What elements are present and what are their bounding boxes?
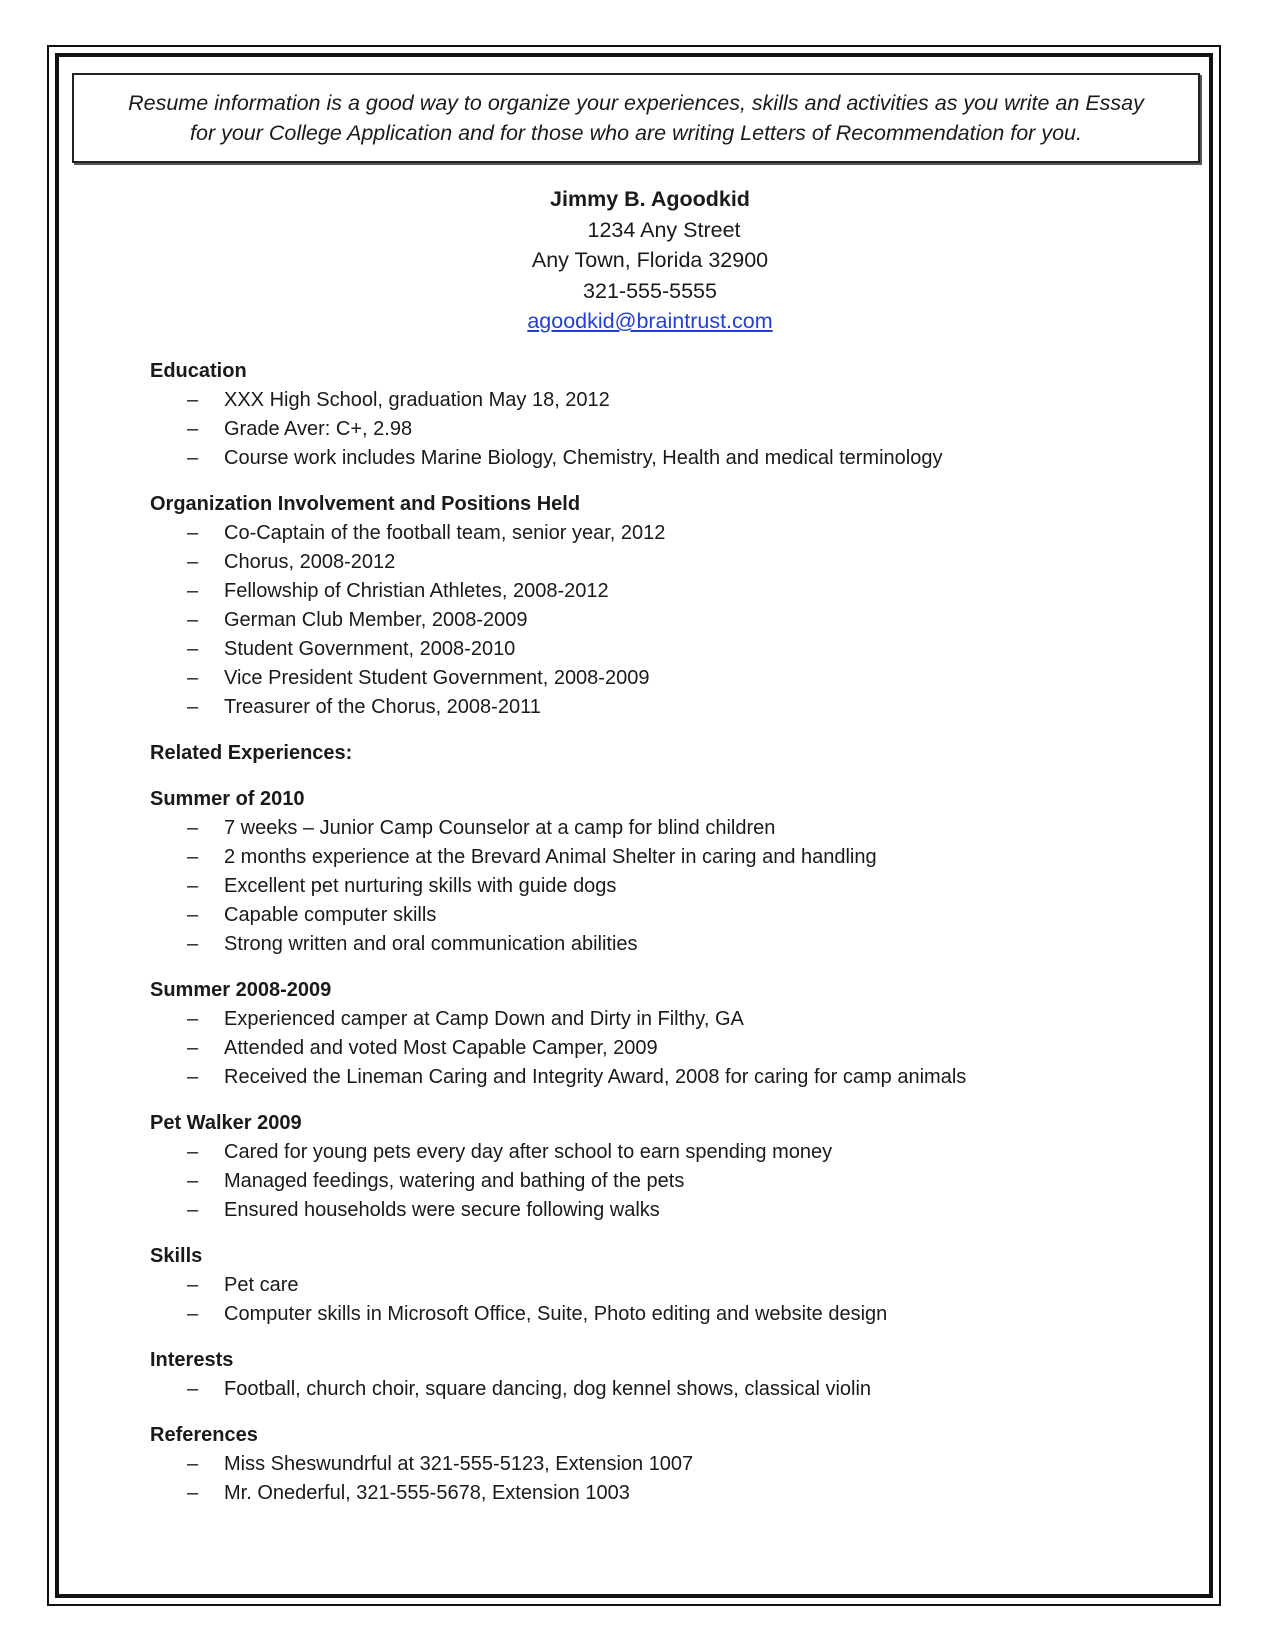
dash-bullet-icon: – <box>187 1170 199 1192</box>
dash-bullet-icon: – <box>187 609 199 631</box>
bullet-list <box>150 1138 1190 1225</box>
section-title: Organization Involvement and Positions Held <box>150 493 581 515</box>
dash-bullet-icon: – <box>187 1199 199 1221</box>
dash-bullet-icon: – <box>187 933 199 955</box>
list-item-text: Attended and voted Most Capable Camper, 2009 <box>224 1037 658 1059</box>
list-item <box>150 1450 1190 1479</box>
list-item-text: German Club Member, 2008-2009 <box>224 609 528 631</box>
notice-line-1: Resume information is a good way to organize your experiences, skills and activities as you write an Essay <box>128 91 1144 115</box>
list-item <box>150 1196 1190 1225</box>
list-item-text: Capable computer skills <box>224 904 437 926</box>
dash-bullet-icon: – <box>187 846 199 868</box>
list-item-text: Chorus, 2008-2012 <box>224 551 396 573</box>
list-item <box>150 930 1190 959</box>
resume-section <box>150 739 1190 768</box>
list-item <box>150 444 1190 473</box>
list-item <box>150 606 1190 635</box>
dash-bullet-icon: – <box>187 1037 199 1059</box>
section-title: Summer 2008-2009 <box>150 979 332 1001</box>
dash-bullet-icon: – <box>187 696 199 718</box>
list-item-text: Ensured households were secure following walks <box>224 1199 660 1221</box>
resume-section <box>150 785 1190 959</box>
bullet-list <box>150 814 1190 959</box>
dash-bullet-icon: – <box>187 1303 199 1325</box>
section-title: Interests <box>150 1349 234 1371</box>
bullet-list <box>150 1375 1190 1404</box>
bullet-list <box>150 1450 1190 1508</box>
dash-bullet-icon: – <box>187 1453 199 1475</box>
bullet-list <box>150 519 1190 722</box>
list-item <box>150 386 1190 415</box>
dash-bullet-icon: – <box>187 817 199 839</box>
list-item-text: XXX High School, graduation May 18, 2012 <box>224 389 610 411</box>
dash-bullet-icon: – <box>187 418 199 440</box>
phone-number: 321-555-5555 <box>583 278 717 303</box>
list-item-text: Miss Sheswundrful at 321-555-5123, Extension 1007 <box>224 1453 694 1475</box>
list-item-text: Fellowship of Christian Athletes, 2008-2012 <box>224 580 609 602</box>
list-item-text: Computer skills in Microsoft Office, Suite, Photo editing and website design <box>224 1303 888 1325</box>
list-item <box>150 814 1190 843</box>
dash-bullet-icon: – <box>187 447 199 469</box>
notice-box <box>72 73 1200 163</box>
section-title: Pet Walker 2009 <box>150 1112 302 1134</box>
dash-bullet-icon: – <box>187 875 199 897</box>
list-item <box>150 693 1190 722</box>
list-item <box>150 1300 1190 1329</box>
resume-section <box>150 1242 1190 1329</box>
list-item-text: Received the Lineman Caring and Integrity Award, 2008 for caring for camp animals <box>224 1066 967 1088</box>
bullet-list <box>150 386 1190 473</box>
list-item-text: Strong written and oral communication abilities <box>224 933 638 955</box>
dash-bullet-icon: – <box>187 551 199 573</box>
list-item <box>150 1271 1190 1300</box>
list-item-text: Treasurer of the Chorus, 2008-2011 <box>224 696 541 718</box>
address-street: 1234 Any Street <box>587 217 741 242</box>
list-item-text: Football, church choir, square dancing, dog kennel shows, classical violin <box>224 1378 872 1400</box>
resume-section <box>150 1421 1190 1508</box>
list-item <box>150 843 1190 872</box>
notice-text <box>86 88 1186 148</box>
dash-bullet-icon: – <box>187 667 199 689</box>
dash-bullet-icon: – <box>187 389 199 411</box>
list-item-text: Cared for young pets every day after school to earn spending money <box>224 1141 833 1163</box>
list-item <box>150 415 1190 444</box>
section-title: Education <box>150 360 247 382</box>
list-item <box>150 1138 1190 1167</box>
list-item <box>150 664 1190 693</box>
dash-bullet-icon: – <box>187 1482 199 1504</box>
list-item-text: Student Government, 2008-2010 <box>224 638 516 660</box>
dash-bullet-icon: – <box>187 1008 199 1030</box>
list-item-text: Course work includes Marine Biology, Chemistry, Health and medical terminology <box>224 447 943 469</box>
resume-section <box>150 976 1190 1092</box>
list-item <box>150 1167 1190 1196</box>
list-item <box>150 901 1190 930</box>
list-item <box>150 548 1190 577</box>
notice-line-2: for your College Application and for those who are writing Letters of Recommendation for you. <box>190 121 1082 145</box>
dash-bullet-icon: – <box>187 580 199 602</box>
address-city: Any Town, Florida 32900 <box>531 248 769 272</box>
list-item <box>150 1479 1190 1508</box>
section-title: Summer of 2010 <box>150 788 305 810</box>
list-item-text: Managed feedings, watering and bathing of the pets <box>224 1170 685 1192</box>
list-item <box>150 1034 1190 1063</box>
resume-body <box>150 357 1190 1525</box>
resume-section <box>150 1346 1190 1404</box>
list-item-text: 2 months experience at the Brevard Animal Shelter in caring and handling <box>224 846 877 868</box>
dash-bullet-icon: – <box>187 1378 199 1400</box>
list-item-text: Experienced camper at Camp Down and Dirty in Filthy, GA <box>224 1008 744 1030</box>
dash-bullet-icon: – <box>187 522 199 544</box>
section-title: References <box>150 1424 258 1446</box>
list-item <box>150 519 1190 548</box>
dash-bullet-icon: – <box>187 1141 199 1163</box>
resume-section <box>150 1109 1190 1225</box>
contact-block <box>500 184 800 337</box>
resume-section <box>150 357 1190 473</box>
dash-bullet-icon: – <box>187 1274 199 1296</box>
list-item <box>150 1063 1190 1092</box>
resume-section <box>150 490 1190 722</box>
section-title: Skills <box>150 1245 203 1267</box>
dash-bullet-icon: – <box>187 1066 199 1088</box>
list-item <box>150 577 1190 606</box>
list-item-text: Pet care <box>224 1274 299 1296</box>
resume-name: Jimmy B. Agoodkid <box>550 187 750 211</box>
dash-bullet-icon: – <box>187 904 199 926</box>
list-item <box>150 1005 1190 1034</box>
list-item-text: Excellent pet nurturing skills with guide dogs <box>224 875 617 897</box>
list-item <box>150 872 1190 901</box>
list-item-text: 7 weeks – Junior Camp Counselor at a camp for blind children <box>224 817 776 839</box>
section-title: Related Experiences: <box>150 742 353 764</box>
list-item-text: Co-Captain of the football team, senior year, 2012 <box>224 522 666 544</box>
list-item-text: Grade Aver: C+, 2.98 <box>224 418 413 440</box>
email-link[interactable]: agoodkid@braintrust.com <box>527 309 773 333</box>
list-item <box>150 635 1190 664</box>
list-item-text: Vice President Student Government, 2008-2009 <box>224 667 650 689</box>
list-item <box>150 1375 1190 1404</box>
dash-bullet-icon: – <box>187 638 199 660</box>
list-item-text: Mr. Onederful, 321-555-5678, Extension 1003 <box>224 1482 630 1504</box>
bullet-list <box>150 1005 1190 1092</box>
bullet-list <box>150 1271 1190 1329</box>
